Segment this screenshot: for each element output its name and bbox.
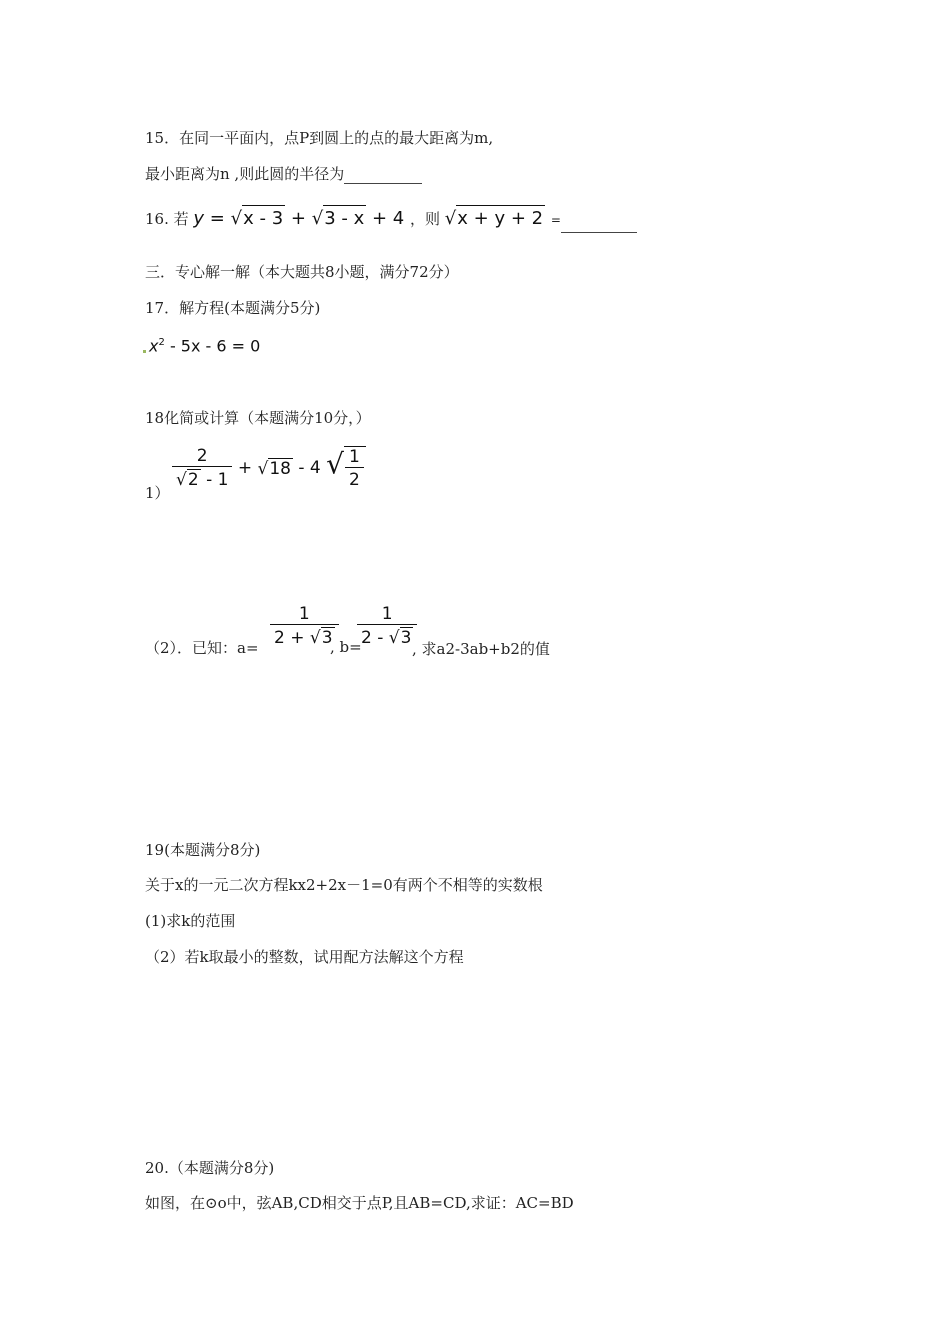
- q18-p2-a-den-rad: 3: [321, 628, 333, 648]
- answer-blank-15: [344, 167, 422, 184]
- q16-plus-1: +: [290, 208, 306, 229]
- q18-title: 18化简或计算（本题满分10分，）: [145, 409, 371, 427]
- q16-sqrt-2: √3 - x: [312, 205, 367, 232]
- q16-rad-2: 3 - x: [323, 205, 366, 232]
- q18-p2-a-fraction: [270, 604, 339, 648]
- q18-p2-b-den-rad: 3: [400, 628, 412, 648]
- q19-part2: （2）若k取最小的整数，试用配方法解这个方程: [145, 948, 464, 966]
- q18-p1-minus: - 4: [298, 458, 321, 478]
- q16-sqrt-3: √x + y + 2: [445, 205, 545, 232]
- q18-p1-sqrt18: √18: [257, 458, 291, 479]
- q18-part1-expression: [172, 446, 366, 490]
- q16-plus-2: + 4: [371, 208, 405, 229]
- q16-eq: =: [209, 208, 225, 229]
- q18-p1-sqrt-half: √ $\frac{1}{2}$: [326, 446, 366, 490]
- q16-label: 16. 若: [145, 210, 189, 228]
- q17-x: x: [149, 336, 159, 356]
- q18-p1-rad18: 18: [269, 458, 291, 479]
- q18-p1-half-den: 2: [345, 467, 364, 490]
- q18-p2-b-label: , b=: [330, 638, 362, 656]
- q15-line1: 15．在同一平面内，点P到圆上的点的最大距离为m,: [145, 129, 494, 147]
- q18-p1-den-rest: - 1: [206, 470, 229, 490]
- q15-line2: [145, 164, 422, 184]
- q16-sqrt-1: √x - 3: [231, 205, 286, 232]
- q15-line2-text: 最小距离为n ,则此圆的半径为: [145, 165, 345, 183]
- q19-title: 19(本题满分8分): [145, 841, 261, 859]
- q18-p1-fraction: [172, 446, 232, 490]
- q18-p2-a-den: 2 + √3: [270, 624, 339, 648]
- q17-sup: 2: [158, 337, 165, 348]
- q16-line: [145, 205, 637, 233]
- q18-p1-num: 2: [196, 446, 208, 466]
- section-heading: 三．专心解一解（本大题共8小题，满分72分）: [145, 263, 459, 281]
- q18-part1-label: 1）: [145, 484, 170, 502]
- q20-stem: 如图，在⊙o中，弦AB,CD相交于点P,且AB=CD,求证：AC=BD: [145, 1194, 574, 1212]
- q18-p1-den: √2 - 1: [172, 466, 232, 490]
- q18-p2-b-den: 2 - √3: [357, 624, 417, 648]
- q16-then: ，则: [409, 210, 440, 228]
- q17-title: 17．解方程(本题满分5分): [145, 299, 321, 317]
- q18-p2-label: （2）．已知：a=: [145, 639, 259, 657]
- q16-y: y: [193, 208, 205, 229]
- q18-p1-half-num: 1: [349, 447, 360, 467]
- q18-p2-b-fraction: [357, 604, 417, 648]
- q18-part2: [145, 638, 259, 658]
- q19-stem: 关于x的一元二次方程kx2+2x－1=0有两个不相等的实数根: [145, 876, 543, 894]
- q18-p2-b-num: 1: [381, 604, 393, 624]
- q16-rad-1: x - 3: [242, 205, 285, 232]
- marker-dot: [143, 350, 146, 353]
- q17-equation: [149, 333, 260, 356]
- q18-p1-den-rad: 2: [187, 470, 199, 490]
- q16-eq2: =: [550, 213, 561, 227]
- q17-rest: - 5x - 6 = 0: [169, 336, 261, 356]
- q18-p2-a-den-pre: 2 +: [274, 628, 305, 648]
- q20-title: 20.（本题满分8分): [145, 1159, 275, 1177]
- q18-p1-plus: +: [237, 458, 253, 478]
- q19-part1: (1)求k的范围: [145, 912, 236, 930]
- q18-p2-a-num: 1: [298, 604, 310, 624]
- answer-blank-16: [561, 216, 637, 233]
- q16-rad-3: x + y + 2: [456, 205, 545, 232]
- q18-p2-tail: , 求a2-3ab+b2的值: [412, 640, 550, 658]
- q18-p2-b-den-pre: 2 -: [361, 628, 384, 648]
